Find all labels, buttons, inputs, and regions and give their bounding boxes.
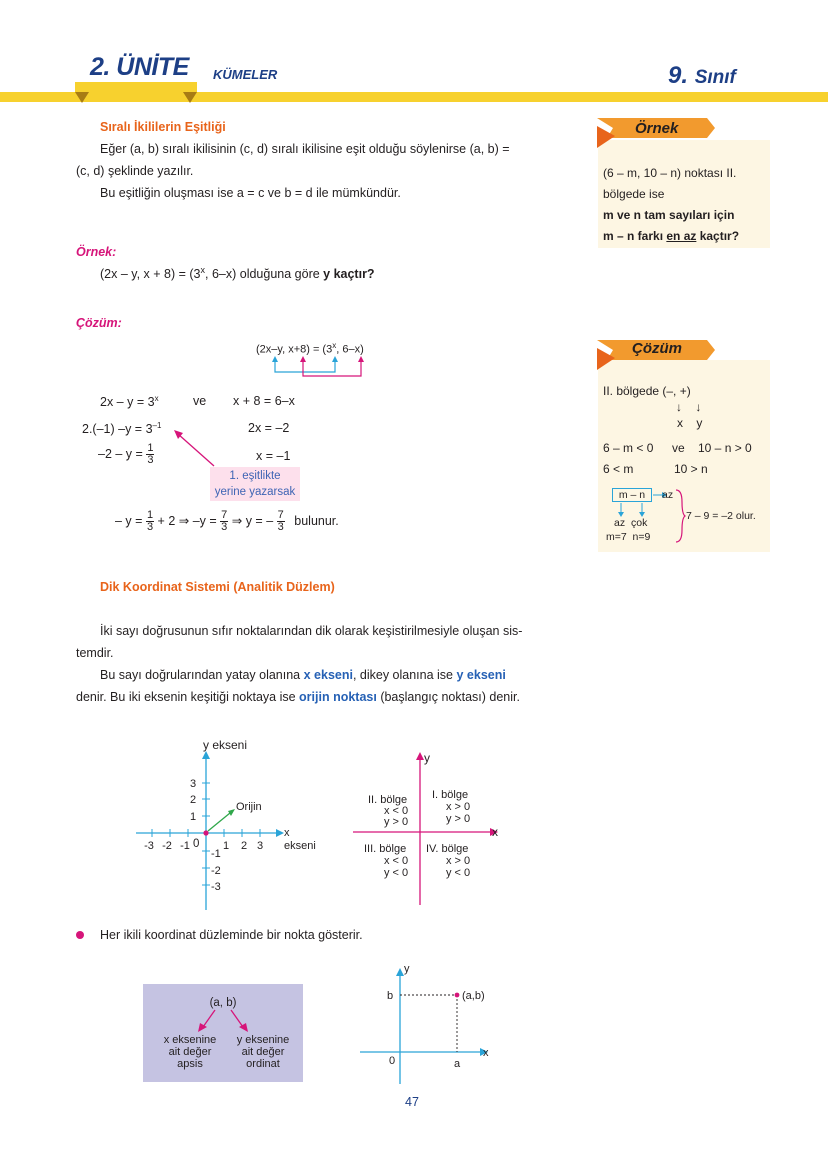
cok-label: çok bbox=[631, 517, 648, 529]
side-solution-l3a: 6 < m bbox=[603, 462, 634, 476]
final-equation: – y = $\frac{1}{3}$ + 2 ⇒ –y = $\frac{7}{3}$ ⇒ y = – $\frac{7}{3}$ bulunur. bbox=[115, 509, 339, 533]
pairbox-ordinate: y eksenine ait değer ordinat bbox=[236, 1034, 290, 1070]
eq1-left: $2x - y = 3^x$ bbox=[100, 394, 159, 410]
m-minus-n-box: m – n bbox=[612, 488, 652, 502]
origin-pointer-head bbox=[228, 809, 235, 816]
pair-matching-arrows bbox=[255, 354, 395, 378]
side-solution-l2b: ve bbox=[672, 441, 685, 455]
quadrant-2-y: y > 0 bbox=[384, 816, 409, 828]
point-x-label: x bbox=[483, 1047, 489, 1059]
point-plot-figure bbox=[360, 960, 500, 1086]
eq3-right: x = –1 bbox=[256, 449, 291, 463]
quadrant-2-title: II. bölge bbox=[368, 794, 408, 806]
section-heading-coordinate-system: Dik Koordinat Sistemi (Analitik Düzlem) bbox=[100, 580, 335, 594]
bullet-text: Her ikili koordinat düzleminde bir nokta gösterir. bbox=[100, 928, 363, 942]
page-number: 47 bbox=[405, 1095, 419, 1109]
point-a-label: a bbox=[454, 1058, 461, 1070]
grade-label: 9. Sınıf bbox=[668, 62, 736, 89]
quadrant-x-label: x bbox=[492, 825, 498, 839]
pairbox-arrows bbox=[143, 1008, 303, 1034]
quadrant-y-arrow bbox=[416, 752, 424, 760]
y-axis-label: y ekseni bbox=[203, 738, 248, 752]
x-axis-label-1: x bbox=[284, 827, 290, 839]
y-tick-label: -3 bbox=[211, 881, 221, 893]
eq1-and: ve bbox=[193, 394, 207, 408]
pairbox-pair: (a, b) bbox=[209, 997, 237, 1009]
x-tick-label: -1 bbox=[180, 840, 190, 852]
y-tick-label: 3 bbox=[190, 778, 197, 790]
x-tick-label: -3 bbox=[144, 840, 154, 852]
az-tag: az bbox=[662, 489, 674, 501]
substitution-note: 1. eşitlikte yerine yazarsak bbox=[210, 467, 300, 501]
y-tick-label: -2 bbox=[211, 865, 221, 877]
quadrant-3-title: III. bölge bbox=[364, 843, 407, 855]
quadrant-3-x: x < 0 bbox=[384, 855, 409, 867]
solution-label: Çözüm: bbox=[76, 316, 122, 330]
m-n-values: m=7 n=9 bbox=[606, 531, 651, 543]
quadrant-4-x: x > 0 bbox=[446, 855, 471, 867]
side-solution-l3b: 10 > n bbox=[674, 462, 708, 476]
az-label: az bbox=[614, 517, 626, 529]
side-example-title: Örnek bbox=[635, 120, 679, 137]
example-question: (2x – y, $x + 8) = (3^x$, 6–x) olduğuna göre y kaçtır? bbox=[100, 265, 375, 282]
para-line: Bu eşitliğin oluşması ise a = c ve b = d ile mümkündür. bbox=[100, 186, 401, 200]
unit-title: 2. ÜNİTE bbox=[90, 53, 189, 81]
x-tick-label: 1 bbox=[222, 840, 230, 852]
y-axis-arrow bbox=[202, 751, 210, 759]
x-tick-label: -2 bbox=[162, 840, 172, 852]
y-tick-label: -1 bbox=[211, 848, 221, 860]
y-tick-label: 1 bbox=[190, 811, 197, 823]
point-y-label: y bbox=[404, 963, 410, 975]
origin-label: Orijin bbox=[236, 801, 262, 813]
quadrant-y-label: y bbox=[424, 751, 430, 765]
eq2-left: 2.(–1) $-y = 3^{-1}$ bbox=[82, 421, 162, 437]
coordinate-axes-figure bbox=[130, 735, 330, 915]
point-b-label: b bbox=[387, 990, 394, 1002]
side-example-text: (6 – m, 10 – n) noktası II. bölgede ise m ve n tam sayıları için m – n farkı en az kaçtır? bbox=[603, 166, 740, 243]
paragraph-ordered-pairs bbox=[76, 138, 566, 204]
section-heading-ordered-pairs: Sıralı İkililerin Eşitliği bbox=[100, 120, 226, 134]
brace-icon bbox=[674, 488, 686, 544]
bullet-icon bbox=[76, 931, 84, 939]
point-zero-label: 0 bbox=[389, 1055, 396, 1067]
eq1-right: x + 8 = 6–x bbox=[233, 394, 295, 408]
x-tick-label: 3 bbox=[256, 840, 264, 852]
quadrant-3-y: y < 0 bbox=[384, 867, 409, 879]
fraction-one-third: $\frac{1}{3}$ bbox=[147, 442, 154, 466]
origin-zero: 0 bbox=[193, 838, 200, 850]
substitute-arrow bbox=[170, 428, 220, 468]
para-line: Eğer (a, b) sıralı ikilisinin (c, d) sıralı ikilisine eşit olduğu söylenirse (a, b) = bbox=[100, 142, 510, 156]
x-tick-label: 2 bbox=[240, 840, 248, 852]
origin-pointer bbox=[208, 813, 230, 831]
x-axis-arrow bbox=[276, 829, 284, 837]
origin-dot bbox=[203, 830, 208, 835]
pairbox-abscissa: x eksenine ait değer apsis bbox=[163, 1034, 217, 1070]
quadrant-1-title: I. bölge bbox=[432, 789, 469, 801]
point-y-arrow bbox=[396, 968, 404, 976]
eq3-left: –2 – y = $\frac{1}{3}$ bbox=[98, 442, 154, 466]
unit-topic: KÜMELER bbox=[213, 67, 278, 82]
example-label: Örnek: bbox=[76, 245, 117, 259]
quadrant-1-x: x > 0 bbox=[446, 801, 471, 813]
side-solution-title: Çözüm bbox=[632, 340, 682, 357]
quadrant-1-y: y > 0 bbox=[446, 813, 471, 825]
ribbon-notch-icon bbox=[75, 92, 197, 104]
pair-equation: (2x–y, $x+8) = (3^x$, 6–x) bbox=[256, 341, 364, 356]
side-solution-arrows: ↓ ↓ bbox=[676, 400, 702, 414]
y-tick-label: 2 bbox=[190, 794, 197, 806]
point-coord-label: (a,b) bbox=[462, 990, 485, 1002]
quadrant-4-y: y < 0 bbox=[446, 867, 471, 879]
paragraph-coordinate-system: İki sayı doğrusunun sıfır noktalarından dik olarak keşistirilmesiyle oluşan sis- temdir. Bu sayı doğrularından yatay olanına x ekseni, dikey olanına ise y ekseni denir. Bu iki eksenin keşitiği noktaya ise orijin noktası (başlangıç noktası) denir. bbox=[76, 624, 523, 704]
side-solution-vars: x y bbox=[677, 416, 703, 430]
quadrants-figure bbox=[350, 748, 510, 908]
point-dot bbox=[455, 993, 460, 998]
side-solution-result: 7 – 9 = –2 olur. bbox=[686, 510, 756, 522]
x-axis-label-2: ekseni bbox=[284, 840, 316, 852]
side-solution-l1: II. bölgede (–, +) bbox=[603, 384, 691, 398]
quadrant-4-title: IV. bölge bbox=[426, 843, 469, 855]
side-solution-l2a: 6 – m < 0 bbox=[603, 441, 654, 455]
side-solution-l2c: 10 – n > 0 bbox=[698, 441, 752, 455]
quadrant-2-x: x < 0 bbox=[384, 805, 409, 817]
eq2-right: 2x = –2 bbox=[248, 421, 290, 435]
para-line: (c, d) şeklinde yazılır. bbox=[76, 164, 194, 178]
